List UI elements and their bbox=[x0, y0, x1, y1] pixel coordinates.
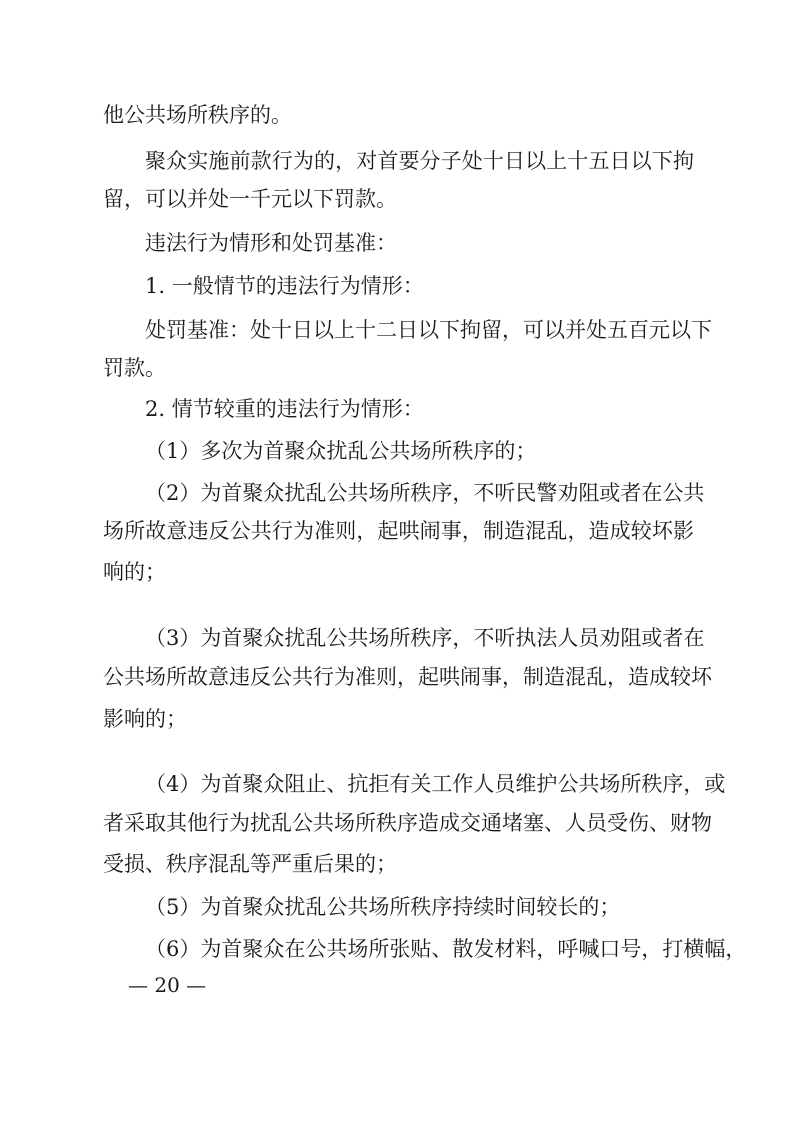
text-line: 罚款。 bbox=[103, 356, 166, 380]
text-line: （2）为首聚众扰乱公共场所秩序，不听民警劝阻或者在公共 bbox=[145, 481, 705, 505]
text-line: （4）为首聚众阻止、抗拒有关工作人员维护公共场所秩序，或 bbox=[145, 772, 726, 796]
text-line: 者采取其他行为扰乱公共场所秩序造成交通堵塞、人员受伤、财物 bbox=[103, 811, 712, 835]
text-line: 聚众实施前款行为的，对首要分子处十日以上十五日以下拘 bbox=[145, 149, 694, 173]
text-line: 处罚基准：处十日以上十二日以下拘留，可以并处五百元以下 bbox=[145, 318, 712, 342]
text-line: 2. 情节较重的违法行为情形： bbox=[145, 397, 424, 421]
text-line: 场所故意违反公共行为准则，起哄闹事，制造混乱，造成较坏影 bbox=[103, 519, 694, 543]
page-number: — 20 — bbox=[128, 973, 207, 997]
text-line: 1. 一般情节的违法行为情形： bbox=[145, 274, 424, 298]
text-line: （5）为首聚众扰乱公共场所秩序持续时间较长的； bbox=[145, 895, 621, 919]
text-line: 违法行为情形和处罚基准： bbox=[145, 231, 397, 255]
text-line: 他公共场所秩序的。 bbox=[103, 103, 292, 127]
text-line: （6）为首聚众在公共场所张贴、散发材料，呼喊口号，打横幅， bbox=[145, 937, 747, 961]
text-line: 响的； bbox=[103, 560, 166, 584]
text-line: 留，可以并处一千元以下罚款。 bbox=[103, 187, 397, 211]
text-line: 公共场所故意违反公共行为准则，起哄闹事，制造混乱，造成较坏 bbox=[103, 665, 712, 689]
text-line: （1）多次为首聚众扰乱公共场所秩序的； bbox=[145, 439, 537, 463]
text-line: 影响的； bbox=[103, 707, 187, 731]
text-line: （3）为首聚众扰乱公共场所秩序，不听执法人员劝阻或者在 bbox=[145, 626, 705, 650]
text-line: 受损、秩序混乱等严重后果的； bbox=[103, 852, 397, 876]
